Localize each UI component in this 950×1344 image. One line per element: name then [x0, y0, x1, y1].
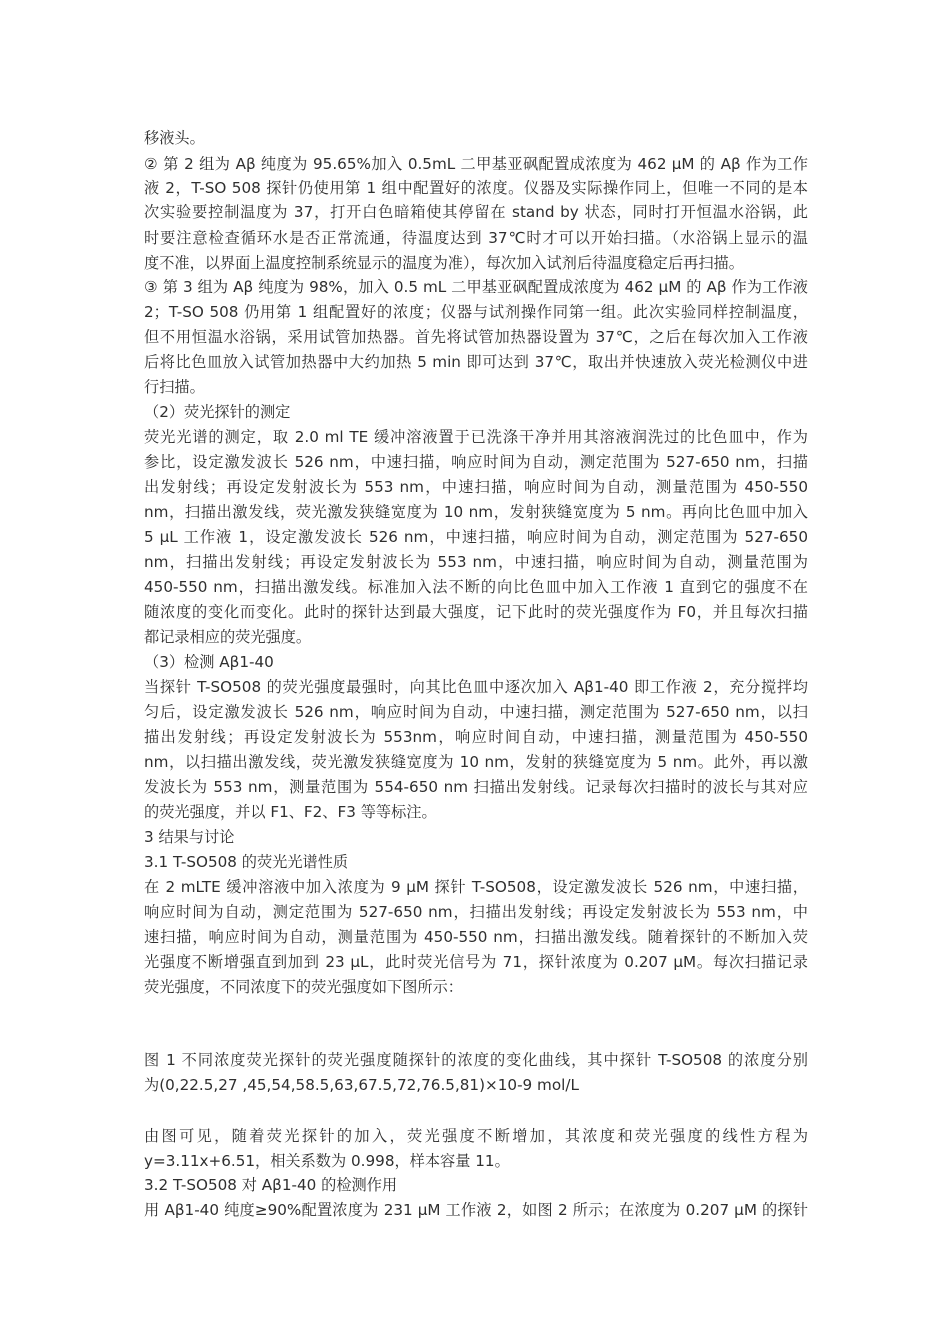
text-line: 图 1 不同浓度荧光探针的荧光强度随探针的浓度的变化曲线，其中探针 T-SO508 的浓度分别	[144, 1051, 808, 1069]
text-line: 用 Aβ1-40 纯度≥90%配置浓度为 231 μM 工作液 2，如图 2 所示；在浓度为 0.207 μM 的探针	[144, 1201, 808, 1219]
text-line: 的荧光强度，并以 F1、F2、F3 等等标注。	[144, 803, 437, 821]
text-line: nm，以扫描出激发线，荧光激发狭缝宽度为 10 nm，发射的狭缝宽度为 5 nm。此外，再以激	[144, 753, 808, 771]
text-line: 时要注意检查循环水是否正常流通，待温度达到 37℃时才可以开始扫描。（水浴锅上显示的温	[144, 229, 808, 247]
text-line: 3.2 T-SO508 对 Aβ1-40 的检测作用	[144, 1176, 398, 1194]
text-line: 响应时间为自动，测定范围为 527-650 nm，扫描出发射线；再设定发射波长为 553 nm，中	[144, 903, 808, 921]
text-line: 行扫描。	[144, 378, 205, 396]
text-line: 速扫描，响应时间为自动，测量范围为 450-550 nm，扫描出激发线。随着探针的不断加入荧	[144, 928, 808, 946]
text-line: 随浓度的变化而变化。此时的探针达到最大强度，记下此时的荧光强度作为 F0，并且每次扫描	[144, 603, 808, 621]
text-line: 参比，设定激发波长 526 nm，中速扫描，响应时间为自动，测定范围为 527-650 nm，扫描	[144, 453, 808, 471]
text-line: 发波长为 553 nm，测量范围为 554-650 nm 扫描出发射线。记录每次扫描时的波长与其对应	[144, 778, 808, 796]
text-line: 光强度不断增强直到加到 23 μL，此时荧光信号为 71，探针浓度为 0.207 μM。每次扫描记录	[144, 953, 808, 971]
text-line: 后将比色皿放入试管加热器中大约加热 5 min 即可达到 37℃，取出并快速放入荧光检测仪中进	[144, 353, 808, 371]
text-line: 3.1 T-SO508 的荧光光谱性质	[144, 853, 349, 871]
text-line: ③ 第 3 组为 Aβ 纯度为 98%，加入 0.5 mL 二甲基亚砜配置成浓度为 462 μM 的 Aβ 作为工作液	[144, 278, 808, 296]
text-line: 但不用恒温水浴锅，采用试管加热器。首先将试管加热器设置为 37℃，之后在每次加入工作液	[144, 328, 808, 346]
text-line: 度不准，以界面上温度控制系统显示的温度为准），每次加入试剂后待温度稳定后再扫描。	[144, 254, 744, 272]
text-line: 移液头。	[144, 129, 205, 147]
text-line: 荧光光谱的测定，取 2.0 ml TE 缓冲溶液置于已洗涤干净并用其溶液润洗过的比色皿中，作为	[144, 428, 808, 446]
text-line: nm，扫描出激发线，荧光激发狭缝宽度为 10 nm，发射狭缝宽度为 5 nm。再向比色皿中加入	[144, 503, 808, 521]
text-line: 描出发射线；再设定发射波长为 553nm，响应时间自动，中速扫描，测量范围为 450-550	[144, 728, 808, 746]
text-line: 450-550 nm，扫描出激发线。标准加入法不断的向比色皿中加入工作液 1 直到它的强度不在	[144, 578, 808, 596]
text-line: （3）检测 Aβ1-40	[144, 653, 274, 671]
text-line: 出发射线；再设定发射波长为 553 nm，中速扫描，响应时间为自动，测量范围为 450-550	[144, 478, 808, 496]
text-line: 3 结果与讨论	[144, 828, 235, 846]
text-line: 在 2 mLTE 缓冲溶液中加入浓度为 9 μM 探针 T-SO508，设定激发波长 526 nm，中速扫描，	[144, 878, 808, 896]
text-line: y=3.11x+6.51，相关系数为 0.998，样本容量 11。	[144, 1152, 510, 1170]
text-line: 次实验要控制温度为 37，打开白色暗箱使其停留在 stand by 状态，同时打开恒温水浴锅，此	[144, 203, 808, 221]
text-line: 匀后，设定激发波长 526 nm，响应时间为自动，中速扫描，测定范围为 527-650 nm，以扫	[144, 703, 808, 721]
text-line: 当探针 T-SO508 的荧光强度最强时，向其比色皿中逐次加入 Aβ1-40 即工作液 2，充分搅拌均	[144, 678, 808, 696]
text-line: 5 μL 工作液 1，设定激发波长 526 nm，中速扫描，响应时间为自动，测定范围为 527-650	[144, 528, 808, 546]
text-line: 荧光强度，不同浓度下的荧光强度如下图所示：	[144, 978, 463, 996]
text-line: nm，扫描出发射线；再设定发射波长为 553 nm，中速扫描，响应时间为自动，测量范围为	[144, 553, 808, 571]
text-line: 由图可见，随着荧光探针的加入，荧光强度不断增加，其浓度和荧光强度的线性方程为	[144, 1127, 808, 1145]
text-line: 为(0,22.5,27 ,45,54,58.5,63,67.5,72,76.5,81)×10-9 mol/L	[144, 1076, 579, 1094]
text-line: 都记录相应的荧光强度。	[144, 628, 312, 646]
text-line: （2）荧光探针的测定	[144, 403, 291, 421]
text-line: ② 第 2 组为 Aβ 纯度为 95.65%加入 0.5mL 二甲基亚砜配置成浓度为 462 μM 的 Aβ 作为工作	[144, 155, 808, 173]
text-line: 液 2，T-SO 508 探针仍使用第 1 组中配置好的浓度。仪器及实际操作同上，但唯一不同的是本	[144, 179, 808, 197]
text-line: 2；T-SO 508 仍用第 1 组配置好的浓度；仪器与试剂操作同第一组。此次实验同样控制温度，	[144, 303, 808, 321]
